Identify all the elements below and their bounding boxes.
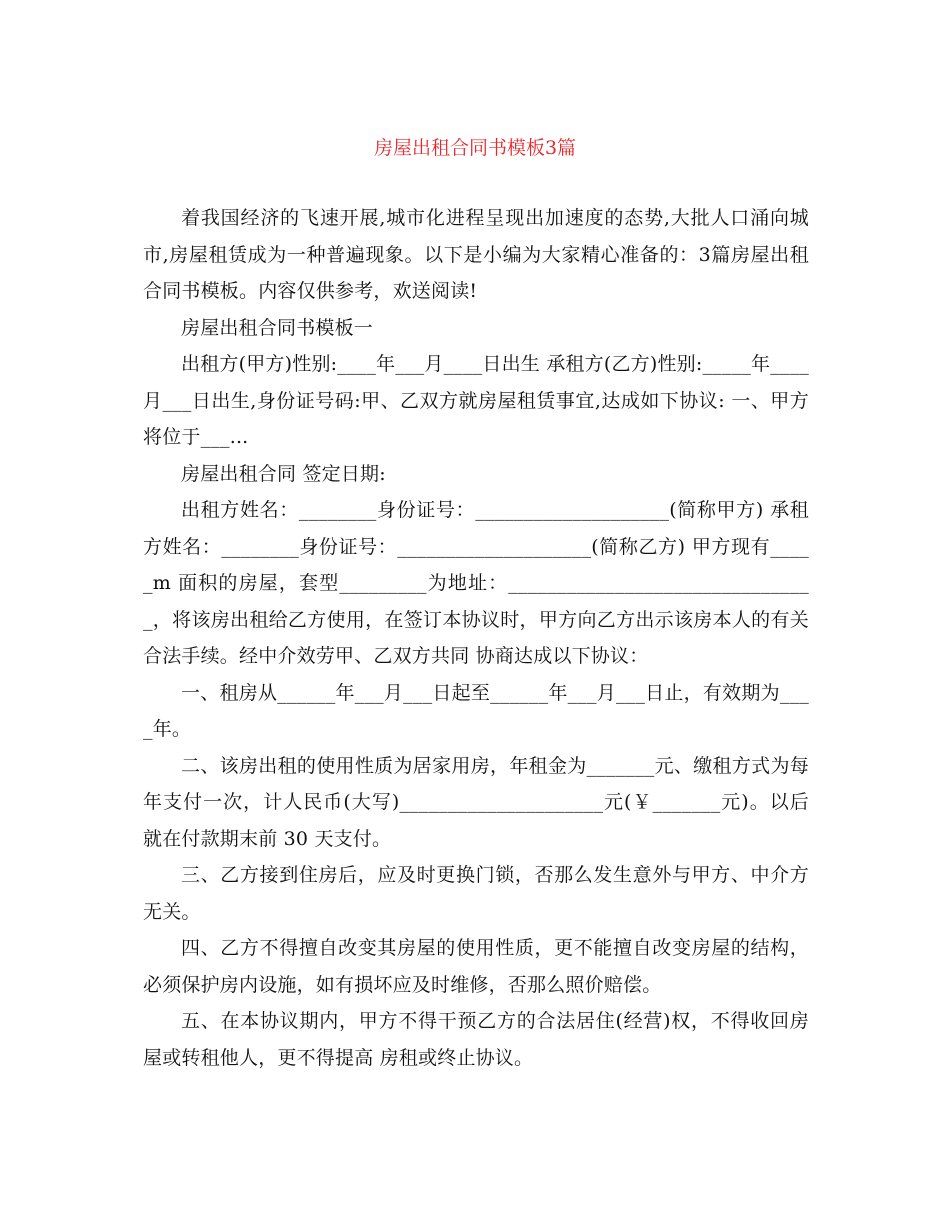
section-heading: 房屋出租合同书模板一	[181, 316, 374, 339]
document-body	[143, 200, 809, 1076]
clause-paragraph: 五、在本协议期内，甲方不得干预乙方的合法居住(经营)权，不得收回房屋或转租他人，更不得提高 房租或终止协议。	[143, 1010, 809, 1069]
clause-paragraph: 二、该房出租的使用性质为居家用房，年租金为_______元、缴租方式为每年支付一次，计人民币(大写)_____________________元(￥_______元)。以后就在付款期末前 30 天支付。	[143, 754, 809, 850]
body-paragraph: 出租方姓名：________身份证号：____________________(简称甲方) 承租方姓名：________身份证号：____________________(简称乙方) 甲方现有_____m 面积的房屋，套型_________为地址：________________________________，将该房出租给乙方使用，在签订本协议时，甲方向乙方出示该房本人的有关合法手续。经中介效劳甲、乙双方共同 协商达成以下协议：	[143, 499, 809, 667]
clause-paragraph: 三、乙方接到住房后，应及时更换门锁，否那么发生意外与甲方、中介方无关。	[143, 864, 809, 923]
body-paragraph: 出租方(甲方)性别:____年___月____日出生 承租方(乙方)性别:_____年____月___日出生,身份证号码:甲、乙双方就房屋租赁事宜,达成如下协议: 一、甲方将位于___...	[143, 353, 809, 448]
section-heading: 房屋出租合同 签定日期:	[181, 462, 386, 485]
clause-paragraph: 四、乙方不得擅自改变其房屋的使用性质，更不能擅自改变房屋的结构，必须保护房内设施，如有损坏应及时维修，否那么照价赔偿。	[143, 937, 809, 996]
intro-paragraph: 着我国经济的飞速开展,城市化进程呈现出加速度的态势,大批人口涌向城市,房屋租赁成为一种普遍现象。以下是小编为大家精心准备的：3篇房屋出租合同书模板。内容仅供参考，欢送阅读!	[143, 207, 809, 302]
clause-paragraph: 一、租房从______年___月___日起至______年___月___日止，有效期为____年。	[143, 681, 809, 740]
document-title: 房屋出租合同书模板3篇	[373, 137, 577, 159]
